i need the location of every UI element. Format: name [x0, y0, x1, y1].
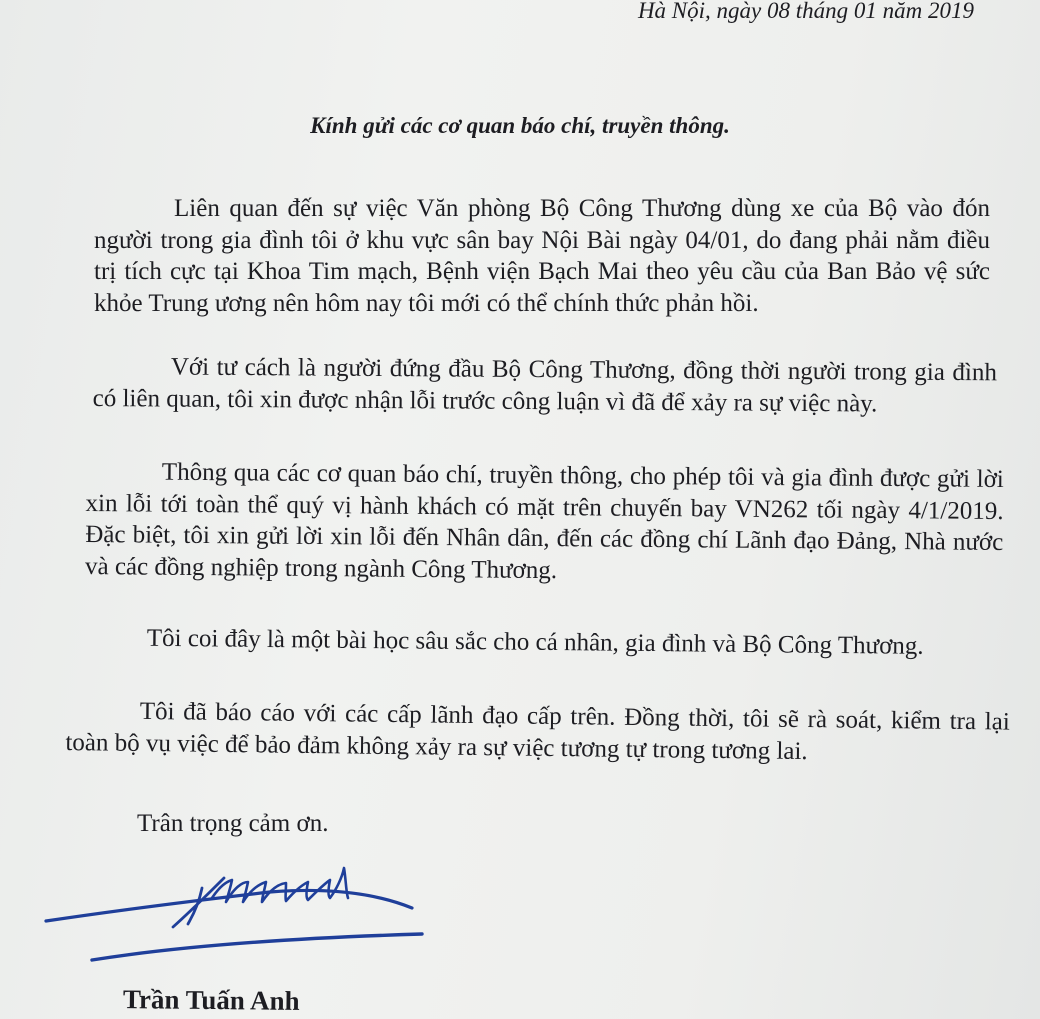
paragraph-apology: Thông qua các cơ quan báo chí, truyền thông, cho phép tôi và gia đình được gửi lời xin lỗi tới toàn thể quý vị hành khách có mặt trên chuyến bay VN262 tối ngày 4/1/2019. Đặc biệt, tôi xin gửi lời xin lỗi đến Nhân dân, đến các đồng chí Lãnh đạo Đảng, Nhà nước và các đồng nghiệp trong ngành Công Thương.: [84, 458, 1004, 584]
closing-line: Trân trọng cảm ơn.: [137, 810, 329, 837]
paragraph-review: Tôi đã báo cáo với các cấp lãnh đạo cấp trên. Đồng thời, tôi sẽ rà soát, kiểm tra lại toàn bộ vụ việc để bảo đảm không xảy ra sự việc tương tự trong tương lai.: [65, 697, 1010, 765]
date-line: Hà Nội, ngày 08 tháng 01 năm 2019: [637, 0, 974, 23]
salutation: Kính gửi các cơ quan báo chí, truyền thông.: [310, 113, 730, 138]
paragraph-lesson: Tôi coi đây là một bài học sâu sắc cho cá nhân, gia đình và Bộ Công Thương.: [146, 624, 924, 660]
signer-name: Trần Tuấn Anh: [122, 984, 300, 1016]
paragraph-context: Liên quan đến sự việc Văn phòng Bộ Công Thương dùng xe của Bộ vào đón người trong gia đình tôi ở khu vực sân bay Nội Bài ngày 04/01, do đang phải nằm điều trị tích cực tại Khoa Tim mạch, Bệnh viện Bạch Mai theo yêu cầu của Ban Bảo vệ sức khỏe Trung ương nên hôm nay tôi mới có thể chính thức phản hồi.: [94, 195, 990, 317]
paragraph-responsibility: Với tư cách là người đứng đầu Bộ Công Thương, đồng thời người trong gia đình có liên quan, tôi xin được nhận lỗi trước công luận vì đã để xảy ra sự việc này.: [92, 353, 997, 417]
handwritten-signature: [30, 860, 450, 970]
